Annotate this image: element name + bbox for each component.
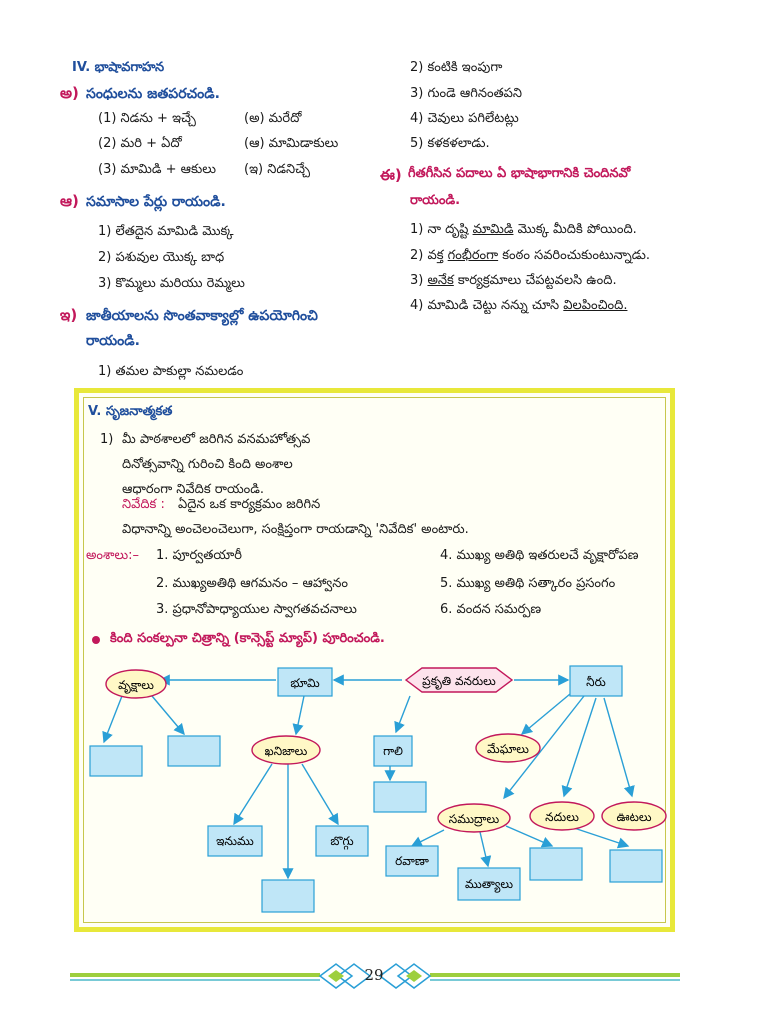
blank-box-air bbox=[374, 782, 426, 812]
amshalu-label: అంశాలు:– bbox=[86, 548, 140, 563]
idiom-item-1: 1) తమల పాకుల్లా నమలడం bbox=[98, 364, 244, 379]
niveditha-label: నివేదిక : bbox=[122, 497, 165, 512]
arrow-minerals-iron bbox=[234, 764, 272, 824]
arrow-water-clouds bbox=[522, 694, 570, 734]
seas-label: సముద్రాలు bbox=[448, 812, 500, 826]
underline-sentence-2: 2) వక్త గంభీరంగా కంఠం సవరించుకుంటున్నాడు. bbox=[410, 248, 651, 263]
question-1-line1: మీ పాఠశాలలో జరిగిన వనమహోత్సవ bbox=[122, 432, 311, 447]
underline-sentence-1: 1) నా దృష్టి మామిడి మొక్క మీదికి పోయింది. bbox=[410, 222, 637, 237]
arrow-seas-pearls bbox=[480, 832, 488, 866]
arrow-minerals-coal bbox=[302, 764, 338, 824]
concept-map-instruction: కింది సంకల్పనా చిత్రాన్ని (కాన్సెప్ట్ మ్యాప్) పూరించండి. bbox=[110, 631, 385, 646]
niveditha-definition-line1: ఏదైన ఒక కార్యక్రమం జరిగిన bbox=[178, 497, 321, 512]
match-left-1: (1) నిడను + ఇచ్చే bbox=[98, 111, 196, 126]
ravana-label: రవాణా bbox=[395, 854, 429, 868]
question-1-line2: దినోత్సవాన్ని గురించి కింది అంశాల bbox=[122, 457, 293, 472]
exercise-i-mark: ఇ) bbox=[60, 306, 78, 324]
match-left-3: (3) మామిడి + ఆకులు bbox=[98, 162, 216, 177]
samasa-item-3: 3) కొమ్మలు మరియు రెమ్మలు bbox=[98, 276, 245, 291]
idiom-item-3: 3) గుండె ఆగినంతపని bbox=[410, 86, 523, 101]
blank-box-trees-2 bbox=[168, 736, 220, 766]
underline-sentence-4: 4) మామిడి చెట్టు నన్ను చూసి విలపించింది. bbox=[410, 298, 628, 313]
underline-sentence-3: 3) అనేక కార్యక్రమాలు చేపట్టవలసి ఉంది. bbox=[410, 273, 617, 288]
question-1-line3: ఆధారంగా నివేదిక రాయండి. bbox=[122, 482, 265, 497]
exercise-i-title-line2: రాయండి. bbox=[86, 333, 140, 349]
match-right-3: (ఇ) నిడనిచ్చే bbox=[244, 162, 311, 177]
exercise-a-title: సంధులను జతపరచండి. bbox=[86, 86, 220, 102]
exercise-a-mark: అ) bbox=[60, 84, 79, 102]
arrow-rivers-blank bbox=[574, 828, 628, 846]
match-left-2: (2) మరి + ఏదో bbox=[98, 136, 182, 151]
exercise-ee-title-line2: రాయండి. bbox=[410, 193, 461, 208]
arrow-seas-ravana bbox=[412, 830, 444, 846]
concept-map bbox=[84, 660, 674, 920]
pearls-label: ముత్యాలు bbox=[464, 877, 514, 891]
blank-box-seas bbox=[530, 848, 582, 880]
niveditha-definition-line2: విధానాన్ని అంచెలంచెలుగా, సంక్షిప్తంగా రాయడాన్ని 'నివేదిక' అంటారు. bbox=[122, 522, 469, 537]
rivers-label: నదులు bbox=[545, 810, 579, 824]
exercise-i-title-line1: జాతీయాలను సొంతవాక్యాల్లో ఉపయోగించి bbox=[86, 308, 318, 324]
blank-box-minerals bbox=[262, 880, 314, 912]
point-6: 6. వందన సమర్పణ bbox=[440, 602, 542, 617]
idiom-item-2: 2) కంటికి ఇంపుగా bbox=[410, 60, 503, 75]
arrow-trees-blank2 bbox=[152, 696, 184, 734]
point-2: 2. ముఖ్యఅతిథి ఆగమనం – ఆహ్వానం bbox=[156, 576, 348, 591]
iron-label: ఇనుము bbox=[216, 834, 254, 848]
samasa-item-2: 2) పశువుల యొక్క బాధ bbox=[98, 250, 225, 265]
point-3: 3. ప్రధానోపాధ్యాయుల స్వాగతవచనాలు bbox=[156, 602, 357, 617]
exercise-ee-title-line1: గీతగీసిన పదాలు ఏ భాషాభాగానికి చెందినవో bbox=[408, 166, 631, 181]
arrow-water-springs bbox=[604, 698, 632, 796]
exercise-aa-title: సమాసాల పేర్లు రాయండి. bbox=[86, 194, 226, 210]
page-number: 29 bbox=[364, 966, 384, 984]
blank-box-trees-1 bbox=[90, 746, 142, 776]
idiom-item-5: 5) కళకళలాడు. bbox=[410, 136, 490, 151]
land-label: భూమి bbox=[290, 676, 320, 690]
clouds-label: మేఘాలు bbox=[487, 742, 529, 756]
arrow-land-minerals bbox=[296, 696, 304, 734]
arrow-seas-blank bbox=[506, 826, 552, 846]
match-right-1: (అ) మరేదో bbox=[244, 111, 302, 126]
arrow-trees-blank1 bbox=[104, 696, 122, 742]
samasa-item-1: 1) లేతదైన మామిడి మొక్క bbox=[98, 224, 234, 239]
air-label: గాలి bbox=[383, 744, 403, 758]
minerals-label: ఖనిజాలు bbox=[264, 744, 308, 758]
match-right-2: (ఆ) మామిడాకులు bbox=[244, 136, 339, 151]
question-1-number: 1) bbox=[100, 432, 114, 447]
point-1: 1. పూర్వతయారీ bbox=[156, 548, 242, 563]
section-5-title: V. సృజనాత్మకత bbox=[88, 404, 173, 419]
center-label: ప్రకృతి వనరులు bbox=[422, 674, 496, 688]
water-label: నీరు bbox=[586, 675, 606, 689]
coal-label: బొగ్గు bbox=[330, 834, 354, 848]
trees-label: వృక్షాలు bbox=[118, 678, 154, 692]
point-4: 4. ముఖ్య అతిథి ఇతరులచే వృక్షారోపణ bbox=[440, 548, 639, 563]
arrow-center-air bbox=[396, 696, 410, 732]
section-4-title: IV. భాషావగాహన bbox=[72, 60, 165, 75]
bullet-dot bbox=[92, 636, 100, 644]
exercise-ee-mark: ఈ) bbox=[380, 166, 402, 184]
idiom-item-4: 4) చెవులు పగిలేటట్లు bbox=[410, 111, 519, 126]
arrow-water-rivers bbox=[564, 698, 596, 796]
springs-label: ఊటలు bbox=[616, 810, 652, 824]
exercise-aa-mark: ఆ) bbox=[60, 192, 79, 210]
point-5: 5. ముఖ్య అతిథి సత్కారం ప్రసంగం bbox=[440, 576, 616, 591]
blank-box-rivers bbox=[610, 850, 662, 882]
